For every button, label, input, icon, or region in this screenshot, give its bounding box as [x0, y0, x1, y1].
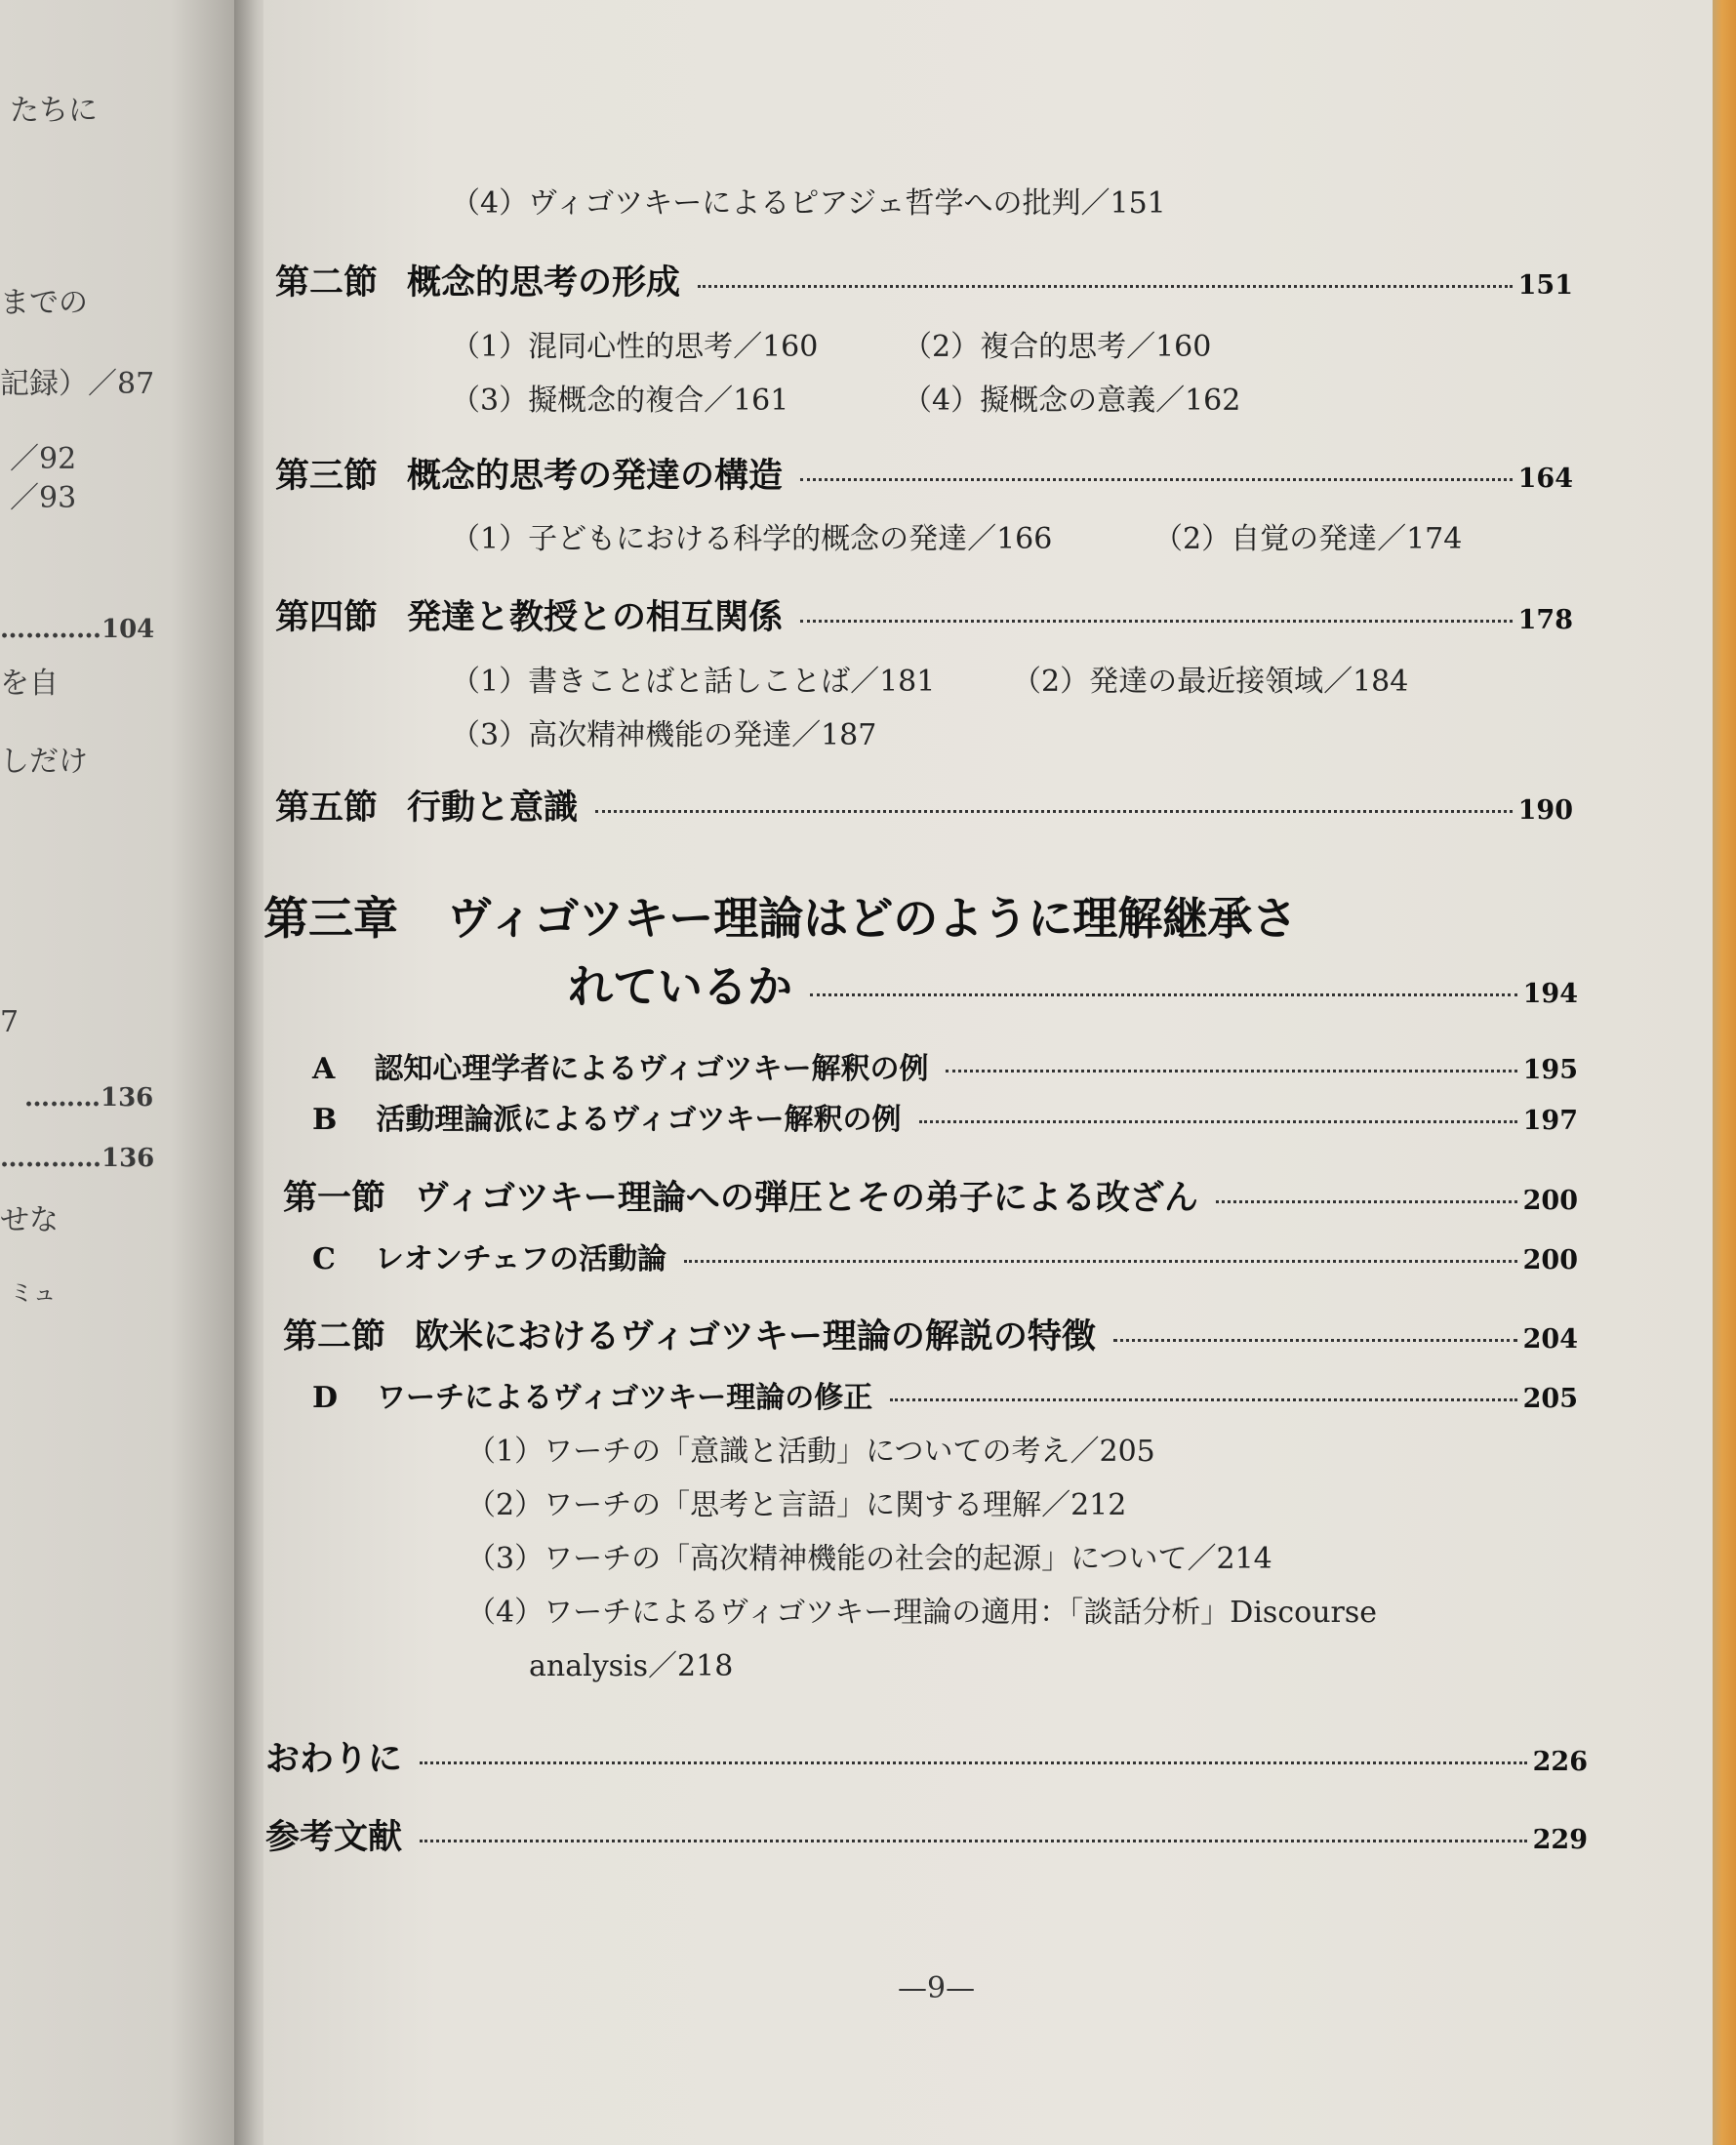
letter-title: レオンチェフの活動論: [374, 1242, 666, 1276]
leader-dots: [810, 993, 1517, 996]
page-footer-number: —9—: [898, 1971, 976, 2005]
section-label: 第二節: [283, 1316, 386, 1356]
leader-dots: [595, 810, 1513, 813]
leader-dots: [919, 1120, 1517, 1123]
page-number: 204: [1522, 1324, 1578, 1355]
toc-subitem: （2）複合的思考／160: [903, 330, 1212, 364]
letter-title: 認知心理学者によるヴィゴツキー解釈の例: [374, 1052, 929, 1086]
page-number: 200: [1522, 1245, 1578, 1275]
left-fragment: しだけ: [0, 745, 88, 779]
toc-letter-row: [312, 1044, 1578, 1087]
letter-label: B: [312, 1103, 338, 1137]
chapter-title-cont: れているか: [568, 960, 792, 1013]
section-label: 第四節: [275, 597, 379, 637]
toc-subitem: （1）書きことばと話しことば／181: [451, 665, 936, 699]
page-number: 205: [1522, 1384, 1578, 1414]
left-fragment: ／92: [10, 442, 77, 476]
left-fragment: たちに: [10, 94, 98, 128]
left-fragment: までの: [0, 286, 88, 320]
letter-label: A: [312, 1052, 336, 1086]
chapter-label: 第三章: [263, 892, 398, 945]
section-title: 行動と意識: [407, 788, 579, 828]
toc-subitem: （1）子どもにおける科学的概念の発達／166: [451, 522, 1053, 556]
toc-end-row: [265, 1732, 1588, 1781]
page-number: 195: [1522, 1055, 1578, 1085]
leader-dots: [420, 1761, 1527, 1764]
page-number: 197: [1522, 1106, 1578, 1136]
toc-letter-row: [312, 1095, 1578, 1138]
toc-page: [263, 0, 1713, 2145]
left-fragment: …………104: [0, 615, 155, 644]
chapter-title-line1: [263, 883, 1297, 948]
toc-subitem: （3）高次精神機能の発達／187: [451, 718, 877, 752]
page-number: 164: [1517, 464, 1573, 494]
toc-subitem: （2）自覚の発達／174: [1153, 522, 1463, 556]
toc-section-row: [275, 590, 1573, 639]
letter-label: D: [312, 1381, 339, 1415]
leader-dots: [890, 1398, 1516, 1401]
toc-subitem-cont: analysis／218: [529, 1649, 734, 1683]
left-fragment: 7: [0, 1005, 20, 1039]
toc-end-row: [265, 1810, 1588, 1859]
section-label: 第五節: [275, 788, 379, 828]
page-number: 229: [1532, 1825, 1588, 1855]
toc-letter-row: [312, 1373, 1578, 1416]
left-fragment: ／93: [10, 481, 77, 515]
toc-letter-row: [312, 1234, 1578, 1277]
left-fragment: ………136: [24, 1083, 154, 1113]
section-label: 第三節: [275, 456, 379, 496]
leader-dots: [420, 1840, 1527, 1842]
leader-dots: [800, 620, 1513, 623]
toc-section-row: [283, 1310, 1578, 1358]
page-number: 226: [1532, 1747, 1588, 1777]
chapter-title: ヴィゴツキー理論はどのように理解継承さ: [447, 892, 1298, 945]
left-facing-page: [0, 0, 244, 2145]
leader-dots: [698, 285, 1513, 288]
toc-subitem: （1）混同心性的思考／160: [451, 330, 819, 364]
left-fragment: を自: [0, 667, 59, 701]
toc-subitem: （3）擬概念的複合／161: [451, 384, 789, 418]
left-fragment: せな: [0, 1203, 59, 1237]
leader-dots: [684, 1260, 1517, 1263]
page-number: 200: [1522, 1186, 1578, 1216]
toc-section-row: [275, 449, 1573, 498]
section-title: 欧米におけるヴィゴツキー理論の解説の特徴: [415, 1316, 1096, 1356]
end-title: おわりに: [265, 1739, 403, 1779]
toc-subitem: （4）擬概念の意義／162: [903, 384, 1241, 418]
toc-subitem: （1）ワーチの「意識と活動」についての考え／205: [466, 1435, 1155, 1469]
leader-dots: [1216, 1200, 1517, 1203]
page-number: 178: [1517, 605, 1573, 635]
leader-dots: [946, 1070, 1516, 1072]
section-title: 概念的思考の形成: [407, 263, 681, 303]
toc-subitem: （2）ワーチの「思考と言語」に関する理解／212: [466, 1488, 1127, 1522]
leader-dots: [1113, 1339, 1517, 1342]
section-title: 概念的思考の発達の構造: [407, 456, 784, 496]
page-number: 190: [1517, 795, 1573, 826]
letter-title: 活動理論派によるヴィゴツキー解釈の例: [376, 1103, 902, 1137]
section-label: 第一節: [283, 1178, 386, 1218]
chapter-title-line2: [568, 951, 1578, 1016]
toc-section-row: [275, 781, 1573, 830]
toc-subitem: （2）発達の最近接領域／184: [1012, 665, 1409, 699]
book-cover-edge: [1713, 0, 1736, 2145]
toc-section-row: [283, 1171, 1578, 1220]
toc-section-row: [275, 256, 1573, 304]
leader-dots: [800, 478, 1513, 481]
section-title: 発達と教授との相互関係: [407, 597, 784, 637]
left-fragment: ミュ: [10, 1279, 57, 1307]
letter-title: ワーチによるヴィゴツキー理論の修正: [377, 1381, 873, 1415]
left-fragment: 記録）／87: [0, 367, 155, 401]
toc-subitem: （3）ワーチの「高次精神機能の社会的起源」について／214: [466, 1542, 1272, 1576]
letter-label: C: [312, 1242, 336, 1276]
page-number: 151: [1517, 270, 1573, 301]
toc-subitem: （4）ヴィゴツキーによるピアジェ哲学への批判／151: [451, 186, 1166, 221]
section-title: ヴィゴツキー理論への弾圧とその弟子による改ざん: [415, 1178, 1198, 1218]
page-number: 194: [1522, 979, 1578, 1009]
toc-subitem: （4）ワーチによるヴィゴツキー理論の適用：「談話分析」Discourse: [466, 1596, 1378, 1630]
section-label: 第二節: [275, 263, 379, 303]
left-fragment: …………136: [0, 1144, 155, 1173]
end-title: 参考文献: [265, 1817, 403, 1857]
